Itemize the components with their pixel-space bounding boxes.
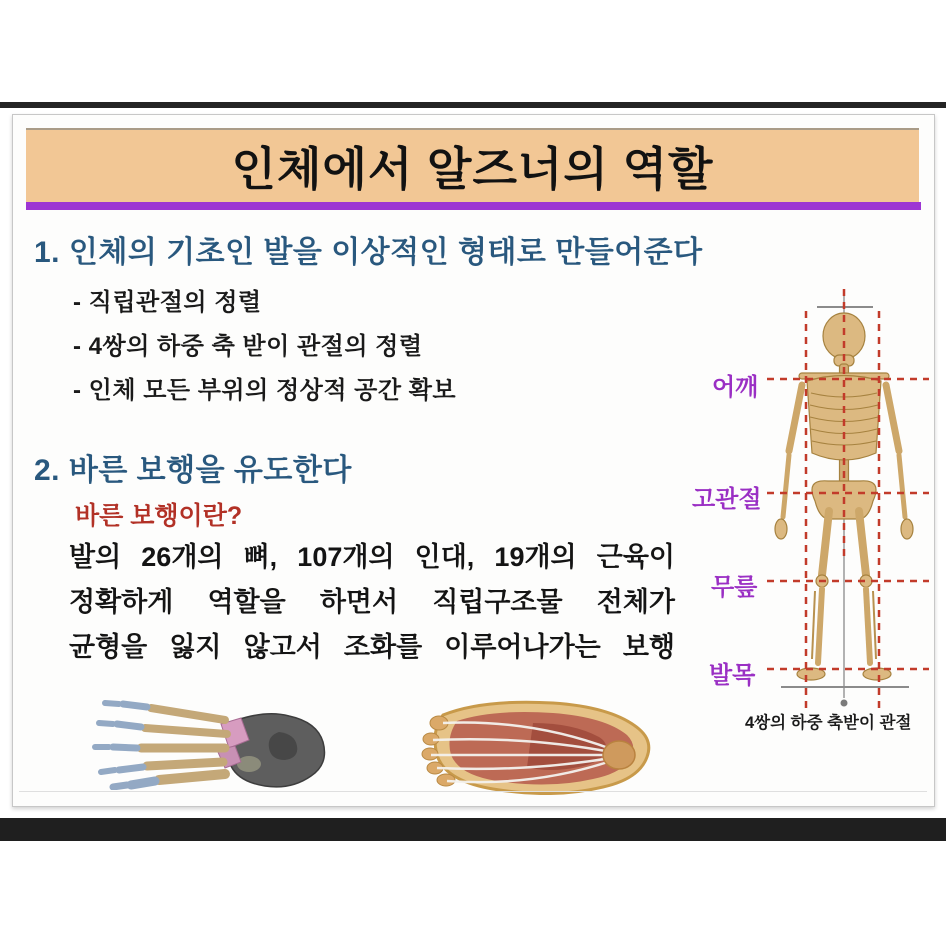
accent-rule <box>26 202 921 210</box>
foot-bones-illustration <box>89 698 341 790</box>
figure-label-hip: 고관절 <box>692 486 762 513</box>
body-line: 정확하게 역할을 하면서 직립구조물 전체가 <box>69 587 675 617</box>
slide-title: 인체에서 알즈너의 역할 <box>231 143 714 195</box>
figure-caption: 4쌍의 하중 축받이 관절 <box>745 714 912 732</box>
body-line: 균형을 잃지 않고서 조화를 이루어나가는 보행 <box>69 632 675 662</box>
bullet-item: - 4쌍의 하중 축 받이 관절의 정렬 <box>73 333 423 360</box>
section-2-subheading: 바른 보행이란? <box>75 502 243 530</box>
body-line: 발의 26개의 뼈, 107개의 인대, 19개의 근육이 <box>69 542 675 572</box>
section-2-body <box>69 535 675 670</box>
slide-inner-divider <box>19 791 927 792</box>
figure-label-knee: 무릎 <box>711 574 758 601</box>
bullet-item: - 인체 모든 부위의 정상적 공간 확보 <box>73 377 457 404</box>
section-1-heading: 1. 인체의 기초인 발을 이상적인 형태로 만들어준다 <box>34 236 703 269</box>
top-divider-rule <box>0 102 946 108</box>
slide-title-banner <box>26 128 919 202</box>
figure-label-shoulder: 어깨 <box>712 374 759 401</box>
section-2-heading: 2. 바른 보행을 유도한다 <box>34 454 352 487</box>
foot-muscles-illustration <box>413 697 669 795</box>
bullet-item: - 직립관절의 정렬 <box>73 289 262 316</box>
figure-label-ankle: 발목 <box>709 662 756 689</box>
bottom-bar <box>0 818 946 841</box>
slide <box>12 114 935 807</box>
section-1-bullet-list <box>73 281 456 413</box>
